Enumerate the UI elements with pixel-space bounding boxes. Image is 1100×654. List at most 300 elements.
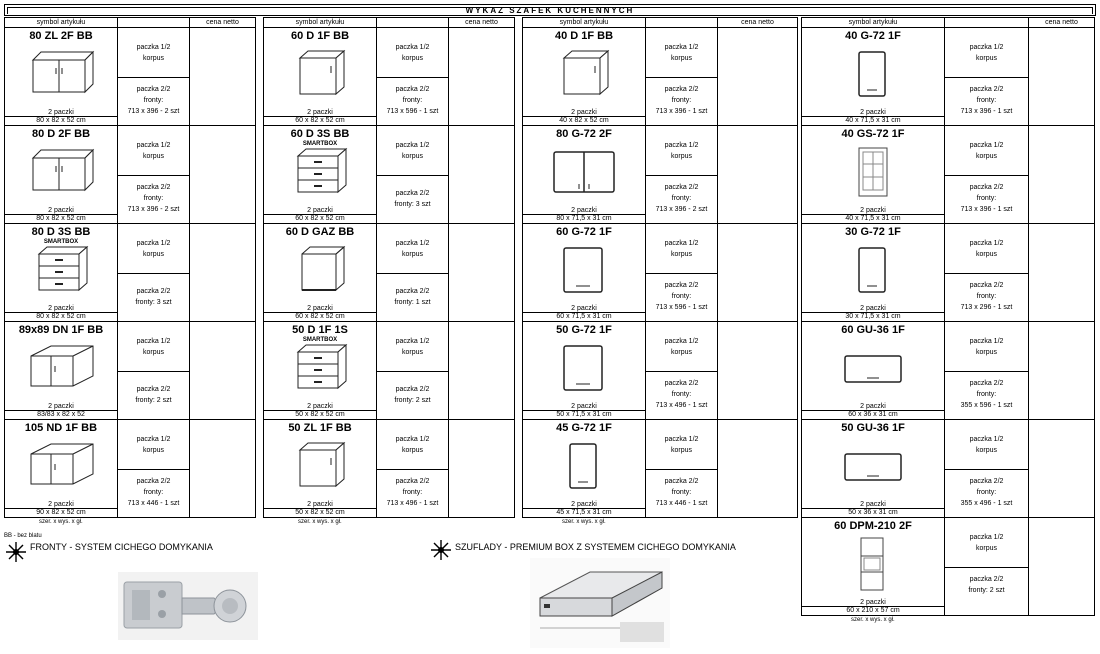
cabinet-name: 60 GU-36 1F	[841, 324, 905, 336]
header-price: cena netto	[189, 17, 256, 28]
price-cell[interactable]	[189, 125, 256, 224]
package-2	[377, 468, 448, 517]
dims-footnote: szer. x wys. x gł.	[298, 519, 342, 525]
cabinet-dims: 60 x 71,5 x 31 cm	[523, 312, 645, 321]
package-2	[118, 370, 189, 419]
package-1-line: korpus	[670, 153, 692, 160]
package-1	[377, 322, 448, 372]
package-1-line: paczka 1/2	[136, 142, 171, 149]
package-2-line: fronty: 3 szt	[135, 299, 172, 306]
package-2-line: fronty:	[671, 195, 692, 202]
cabinet-dims: 30 x 71,5 x 31 cm	[802, 312, 944, 321]
package-cell	[376, 321, 449, 420]
package-cell	[117, 321, 190, 420]
cabinet-symbol-cell	[4, 223, 118, 322]
price-cell[interactable]	[1028, 321, 1095, 420]
package-2-line: 713 x 396 - 1 szt	[655, 108, 708, 115]
package-2-line: 713 x 496 - 1 szt	[655, 402, 708, 409]
package-1-line: korpus	[975, 251, 997, 258]
corner-base-icon	[27, 438, 97, 494]
package-1-line: paczka 1/2	[664, 142, 699, 149]
package-1-line: korpus	[975, 349, 997, 356]
package-1-line: korpus	[975, 153, 997, 160]
package-1	[646, 126, 717, 176]
header-symbol: symbol artykułu	[522, 17, 646, 28]
package-1-line: korpus	[142, 251, 164, 258]
cabinet-name: 40 G-72 1F	[845, 30, 901, 42]
price-cell[interactable]	[1028, 223, 1095, 322]
package-2-line: fronty:	[976, 97, 997, 104]
wall-2door-icon	[550, 144, 620, 200]
package-1-line: paczka 1/2	[136, 240, 171, 247]
price-cell[interactable]	[1028, 27, 1095, 126]
cabinet-name: 80 D 2F BB	[31, 128, 91, 140]
package-2-line: paczka 2/2	[395, 386, 430, 393]
drawer-base-icon	[27, 242, 97, 298]
cabinet-symbol-cell	[801, 419, 945, 518]
drawer-base-icon	[286, 340, 356, 396]
drawer-photo-icon	[530, 558, 670, 648]
header-price: cena netto	[448, 17, 515, 28]
cabinet-symbol-cell	[4, 27, 118, 126]
package-2-line: paczka 2/2	[395, 86, 430, 93]
package-cell	[376, 419, 449, 518]
cabinet-symbol-cell	[4, 125, 118, 224]
package-2	[945, 370, 1028, 419]
package-1	[118, 126, 189, 176]
package-2-line: 713 x 596 - 1 szt	[386, 108, 439, 115]
package-1-line: paczka 1/2	[969, 240, 1004, 247]
package-2-line: paczka 2/2	[136, 86, 171, 93]
package-2-line: paczka 2/2	[969, 380, 1004, 387]
package-1	[646, 322, 717, 372]
price-cell[interactable]	[189, 223, 256, 322]
package-cell	[645, 27, 718, 126]
package-2-line: fronty:	[671, 97, 692, 104]
base-2door-icon	[27, 46, 97, 102]
package-2-line: fronty:	[976, 293, 997, 300]
cabinet-name: 40 D 1F BB	[554, 30, 614, 42]
cabinet-dims: 40 x 82 x 52 cm	[523, 116, 645, 125]
package-2	[945, 566, 1028, 615]
cabinet-dims: 50 x 71,5 x 31 cm	[523, 410, 645, 419]
package-cell	[376, 27, 449, 126]
cabinet-packs: 2 paczki	[860, 599, 886, 606]
package-2-line: 713 x 496 - 1 szt	[386, 500, 439, 507]
header-price: cena netto	[717, 17, 798, 28]
package-1-line: paczka 1/2	[664, 338, 699, 345]
price-cell[interactable]	[189, 321, 256, 420]
package-2-line: paczka 2/2	[136, 288, 171, 295]
cabinet-symbol-cell	[801, 517, 945, 616]
package-1-line: paczka 1/2	[136, 436, 171, 443]
package-2-line: fronty:	[976, 195, 997, 202]
package-cell	[944, 223, 1029, 322]
price-cell[interactable]	[448, 321, 515, 420]
package-2	[646, 76, 717, 125]
cabinet-name: 30 G-72 1F	[845, 226, 901, 238]
package-1-line: paczka 1/2	[969, 142, 1004, 149]
package-2	[377, 76, 448, 125]
cabinet-name: 60 G-72 1F	[556, 226, 612, 238]
cabinet-name: 50 ZL 1F BB	[288, 422, 352, 434]
package-2-line: fronty:	[402, 97, 423, 104]
cabinet-symbol-cell	[4, 321, 118, 420]
package-2-line: 713 x 396 - 1 szt	[960, 206, 1013, 213]
package-cell	[376, 223, 449, 322]
price-cell[interactable]	[717, 321, 798, 420]
cabinet-name: 40 GS-72 1F	[841, 128, 905, 140]
package-2-line: paczka 2/2	[395, 478, 430, 485]
cabinet-symbol-cell	[263, 321, 377, 420]
cabinet-sub: SMARTBOX	[302, 337, 338, 343]
cabinet-packs: 2 paczki	[860, 305, 886, 312]
package-1-line: paczka 1/2	[664, 44, 699, 51]
package-cell	[944, 27, 1029, 126]
cabinet-dims: 50 x 82 x 52 cm	[264, 508, 376, 517]
dims-footnote: szer. x wys. x gł.	[562, 519, 606, 525]
package-1-line: paczka 1/2	[395, 240, 430, 247]
package-2-line: fronty: 2 szt	[135, 397, 172, 404]
package-2-line: 713 x 446 - 1 szt	[655, 500, 708, 507]
cabinet-name: 60 D 3S BB	[290, 128, 350, 140]
package-2	[118, 468, 189, 517]
legend-bb: BB - bez blatu	[4, 533, 42, 539]
price-cell[interactable]	[717, 125, 798, 224]
header-symbol: symbol artykułu	[801, 17, 945, 28]
package-2-line: fronty: 2 szt	[394, 397, 431, 404]
package-1-line: paczka 1/2	[395, 44, 430, 51]
package-2-line: paczka 2/2	[395, 190, 430, 197]
cabinet-dims: 60 x 82 x 52 cm	[264, 214, 376, 223]
cabinet-packs: 2 paczki	[307, 207, 333, 214]
cabinet-symbol-cell	[263, 419, 377, 518]
cabinet-name: 45 G-72 1F	[556, 422, 612, 434]
cabinet-name: 89x89 DN 1F BB	[18, 324, 104, 336]
package-1	[945, 322, 1028, 372]
package-2-line: fronty:	[143, 195, 164, 202]
cabinet-packs: 2 paczki	[48, 403, 74, 410]
spark-icon	[430, 539, 452, 561]
cabinet-dims: 80 x 71,5 x 31 cm	[523, 214, 645, 223]
package-1-line: korpus	[142, 153, 164, 160]
spark-icon	[5, 541, 27, 563]
package-1-line: paczka 1/2	[969, 338, 1004, 345]
cabinet-dims: 80 x 82 x 52 cm	[5, 312, 117, 321]
cabinet-packs: 2 paczki	[860, 403, 886, 410]
header-symbol: symbol artykułu	[263, 17, 377, 28]
base-1door-icon	[286, 438, 356, 494]
cabinet-packs: 2 paczki	[860, 501, 886, 508]
package-2-line: paczka 2/2	[664, 478, 699, 485]
cabinet-sub: SMARTBOX	[302, 141, 338, 147]
package-2-line: paczka 2/2	[136, 386, 171, 393]
cabinet-name: 80 G-72 2F	[556, 128, 612, 140]
package-1	[118, 224, 189, 274]
cabinet-name: 50 G-72 1F	[556, 324, 612, 336]
cabinet-packs: 2 paczki	[860, 207, 886, 214]
package-2	[945, 76, 1028, 125]
cabinet-symbol-cell	[801, 223, 945, 322]
package-cell	[645, 419, 718, 518]
cabinet-dims: 45 x 71,5 x 31 cm	[523, 508, 645, 517]
tall-cabinet-icon	[839, 536, 909, 592]
wall-1door-icon	[550, 340, 620, 396]
wall-narrow-icon	[550, 438, 620, 494]
wall-1door-icon	[550, 242, 620, 298]
package-2-line: fronty:	[671, 391, 692, 398]
package-2	[945, 468, 1028, 517]
package-1-line: paczka 1/2	[664, 436, 699, 443]
package-2-line: paczka 2/2	[969, 282, 1004, 289]
package-cell	[645, 125, 718, 224]
package-1-line: paczka 1/2	[664, 240, 699, 247]
package-2	[118, 174, 189, 223]
package-2-line: 713 x 446 - 1 szt	[127, 500, 180, 507]
package-2	[377, 272, 448, 321]
price-cell[interactable]	[717, 223, 798, 322]
cabinet-packs: 2 paczki	[307, 403, 333, 410]
package-2-line: fronty:	[143, 97, 164, 104]
price-cell[interactable]	[717, 419, 798, 518]
package-1	[377, 126, 448, 176]
package-2-line: 713 x 396 - 2 szt	[655, 206, 708, 213]
cabinet-packs: 2 paczki	[48, 109, 74, 116]
cabinet-symbol-cell	[801, 27, 945, 126]
cabinet-symbol-cell	[801, 321, 945, 420]
package-1-line: korpus	[142, 55, 164, 62]
cabinet-dims: 50 x 82 x 52 cm	[264, 410, 376, 419]
dims-footnote: szer. x wys. x gł.	[39, 519, 83, 525]
package-1-line: paczka 1/2	[969, 534, 1004, 541]
cabinet-packs: 2 paczki	[48, 305, 74, 312]
package-1	[377, 28, 448, 78]
cabinet-name: 50 GU-36 1F	[841, 422, 905, 434]
package-1-line: korpus	[401, 153, 423, 160]
package-1-line: korpus	[142, 349, 164, 356]
cabinet-sub: SMARTBOX	[43, 239, 79, 245]
package-1-line: paczka 1/2	[136, 338, 171, 345]
cabinet-symbol-cell	[263, 125, 377, 224]
cabinet-symbol-cell	[263, 223, 377, 322]
price-cell[interactable]	[448, 223, 515, 322]
package-1	[646, 420, 717, 470]
cabinet-name: 60 D GAZ BB	[285, 226, 355, 238]
base-2door-icon	[27, 144, 97, 200]
cabinet-symbol-cell	[522, 419, 646, 518]
hinge-photo-icon	[118, 572, 258, 640]
cabinet-symbol-cell	[522, 125, 646, 224]
header-price: cena netto	[1028, 17, 1095, 28]
package-cell	[944, 419, 1029, 518]
price-cell[interactable]	[448, 125, 515, 224]
cabinet-packs: 2 paczki	[307, 501, 333, 508]
package-2-line: fronty:	[976, 391, 997, 398]
cabinet-name: 105 ND 1F BB	[24, 422, 98, 434]
cabinet-dims: 50 x 36 x 31 cm	[802, 508, 944, 517]
cabinet-dims: 83/83 x 82 x 52	[5, 410, 117, 419]
header-symbol: symbol artykułu	[4, 17, 118, 28]
package-2-line: 355 x 496 - 1 szt	[960, 500, 1013, 507]
package-1	[646, 224, 717, 274]
price-cell[interactable]	[1028, 517, 1095, 616]
package-2-line: fronty: 2 szt	[968, 587, 1005, 594]
package-1	[945, 420, 1028, 470]
package-2-line: 713 x 396 - 1 szt	[960, 108, 1013, 115]
package-1	[945, 28, 1028, 78]
price-cell[interactable]	[1028, 125, 1095, 224]
package-cell	[117, 419, 190, 518]
package-2-line: fronty:	[402, 489, 423, 496]
cabinet-name: 60 DPM-210 2F	[834, 520, 912, 532]
corner-base-icon	[27, 340, 97, 396]
package-1-line: paczka 1/2	[395, 436, 430, 443]
cabinet-name: 60 D 1F BB	[290, 30, 350, 42]
package-1	[945, 126, 1028, 176]
package-2-line: 713 x 596 - 1 szt	[655, 304, 708, 311]
package-1-line: korpus	[975, 545, 997, 552]
package-1-line: korpus	[670, 447, 692, 454]
cabinet-symbol-cell	[522, 321, 646, 420]
dims-footnote: szer. x wys. x gł.	[851, 617, 895, 623]
package-1	[118, 420, 189, 470]
cabinet-symbol-cell	[801, 125, 945, 224]
cabinet-dims: 90 x 82 x 52 cm	[5, 508, 117, 517]
open-base-icon	[286, 242, 356, 298]
package-1	[377, 224, 448, 274]
wall-narrow-icon	[839, 242, 909, 298]
cabinet-packs: 2 paczki	[571, 403, 597, 410]
package-2-line: paczka 2/2	[395, 288, 430, 295]
package-2	[118, 76, 189, 125]
price-cell[interactable]	[189, 27, 256, 126]
base-1door-icon	[286, 46, 356, 102]
package-1-line: korpus	[670, 349, 692, 356]
package-1	[945, 518, 1028, 568]
cabinet-dims: 60 x 36 x 31 cm	[802, 410, 944, 419]
cabinet-dims: 60 x 210 x 57 cm	[802, 606, 944, 615]
package-2-line: fronty:	[143, 489, 164, 496]
wall-flap-icon	[839, 340, 909, 396]
price-cell[interactable]	[448, 419, 515, 518]
package-2	[646, 370, 717, 419]
package-2	[377, 370, 448, 419]
package-1-line: paczka 1/2	[969, 436, 1004, 443]
package-2-line: paczka 2/2	[969, 576, 1004, 583]
package-1-line: korpus	[975, 447, 997, 454]
cabinet-symbol-cell	[263, 27, 377, 126]
price-cell[interactable]	[1028, 419, 1095, 518]
price-cell[interactable]	[717, 27, 798, 126]
package-2	[646, 272, 717, 321]
package-2	[646, 174, 717, 223]
package-cell	[117, 223, 190, 322]
package-2-line: paczka 2/2	[136, 478, 171, 485]
package-1-line: korpus	[401, 251, 423, 258]
package-1-line: korpus	[401, 55, 423, 62]
cabinet-dims: 40 x 71,5 x 31 cm	[802, 214, 944, 223]
package-2-line: 713 x 396 - 2 szt	[127, 108, 180, 115]
package-2-line: fronty:	[671, 489, 692, 496]
cabinet-dims: 60 x 82 x 52 cm	[264, 116, 376, 125]
cabinet-packs: 2 paczki	[307, 305, 333, 312]
package-2	[377, 174, 448, 223]
package-2	[118, 272, 189, 321]
glass-wall-icon	[839, 144, 909, 200]
cabinet-symbol-cell	[4, 419, 118, 518]
package-2	[945, 174, 1028, 223]
package-cell	[376, 125, 449, 224]
package-cell	[944, 517, 1029, 616]
package-cell	[645, 321, 718, 420]
package-2-line: paczka 2/2	[136, 184, 171, 191]
package-2-line: paczka 2/2	[664, 282, 699, 289]
cabinet-name: 80 D 3S BB	[31, 226, 91, 238]
package-cell	[645, 223, 718, 322]
cabinet-symbol-cell	[522, 223, 646, 322]
package-2-line: fronty: 1 szt	[394, 299, 431, 306]
package-cell	[944, 321, 1029, 420]
package-2-line: paczka 2/2	[664, 184, 699, 191]
base-1door-icon	[550, 46, 620, 102]
package-2-line: paczka 2/2	[969, 86, 1004, 93]
cabinet-dims: 80 x 82 x 52 cm	[5, 214, 117, 223]
cabinet-dims: 80 x 82 x 52 cm	[5, 116, 117, 125]
package-1-line: paczka 1/2	[969, 44, 1004, 51]
package-2-line: fronty:	[671, 293, 692, 300]
page-title: WYKAZ SZAFEK KUCHENNYCH	[465, 6, 635, 15]
cabinet-packs: 2 paczki	[48, 501, 74, 508]
package-2-line: paczka 2/2	[664, 86, 699, 93]
legend-fronty: FRONTY - SYSTEM CICHEGO DOMYKANIA	[30, 542, 213, 552]
cabinet-packs: 2 paczki	[307, 109, 333, 116]
package-1	[945, 224, 1028, 274]
drawer-base-icon	[286, 144, 356, 200]
package-1	[646, 28, 717, 78]
cabinet-packs: 2 paczki	[571, 109, 597, 116]
package-1-line: paczka 1/2	[395, 142, 430, 149]
package-cell	[117, 125, 190, 224]
package-1-line: korpus	[975, 55, 997, 62]
package-1-line: korpus	[142, 447, 164, 454]
package-1	[377, 420, 448, 470]
cabinet-packs: 2 paczki	[571, 501, 597, 508]
package-2-line: paczka 2/2	[664, 380, 699, 387]
cabinet-name: 50 D 1F 1S	[292, 324, 348, 336]
package-2-line: fronty: 3 szt	[394, 201, 431, 208]
package-2-line: 713 x 296 - 1 szt	[960, 304, 1013, 311]
package-1-line: korpus	[401, 349, 423, 356]
wall-flap-icon	[839, 438, 909, 494]
package-1	[118, 322, 189, 372]
package-1	[118, 28, 189, 78]
package-2	[945, 272, 1028, 321]
package-2-line: paczka 2/2	[969, 184, 1004, 191]
cabinet-packs: 2 paczki	[860, 109, 886, 116]
price-cell[interactable]	[448, 27, 515, 126]
cabinet-name: 80 ZL 2F BB	[29, 30, 93, 42]
cabinet-dims: 60 x 82 x 52 cm	[264, 312, 376, 321]
price-cell[interactable]	[189, 419, 256, 518]
package-1-line: korpus	[401, 447, 423, 454]
package-2-line: 355 x 596 - 1 szt	[960, 402, 1013, 409]
cabinet-packs: 2 paczki	[571, 305, 597, 312]
package-1-line: paczka 1/2	[136, 44, 171, 51]
cabinet-packs: 2 paczki	[571, 207, 597, 214]
package-cell	[117, 27, 190, 126]
package-2-line: paczka 2/2	[969, 478, 1004, 485]
cabinet-packs: 2 paczki	[48, 207, 74, 214]
